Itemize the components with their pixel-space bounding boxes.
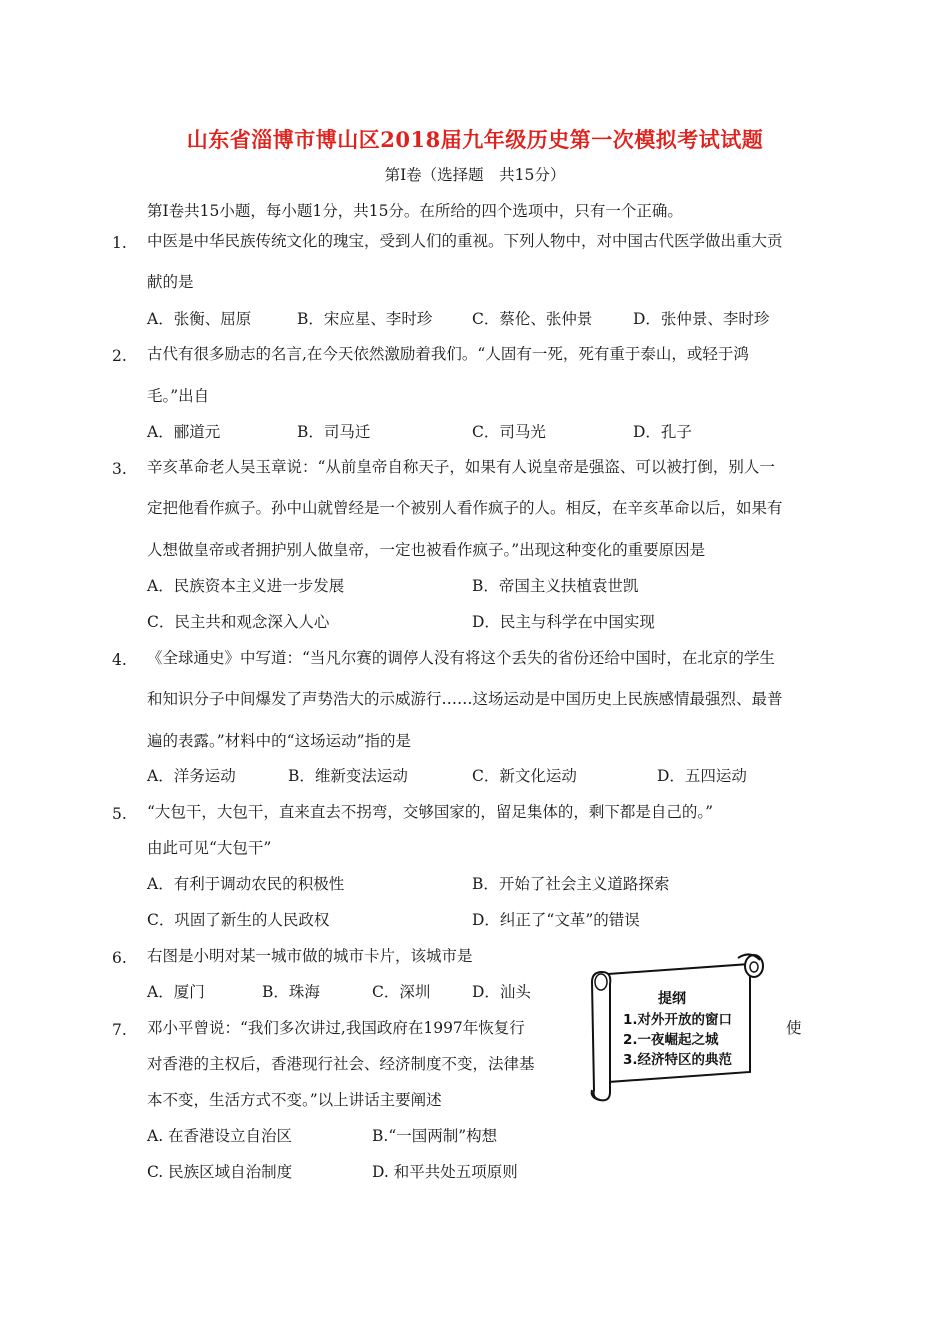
option: B.“一国两制”构想	[372, 1127, 498, 1145]
question-text: 献的是	[147, 273, 194, 291]
question-text: 古代有很多励志的名言,在今天依然激励着我们。“人固有一死，死有重于泰山，或轻于鸿	[147, 345, 749, 363]
city-card-item: 1.对外开放的窗口	[623, 1012, 733, 1028]
city-card-heading: 提纲	[658, 991, 686, 1007]
option: B．珠海	[262, 983, 320, 1001]
option: D．汕头	[472, 983, 531, 1001]
question-number: 6.	[112, 949, 127, 967]
option: D. 和平共处五项原则	[372, 1163, 518, 1181]
question-text: 中医是中华民族传统文化的瑰宝，受到人们的重视。下列人物中，对中国古代医学做出重大贡	[147, 232, 783, 250]
option: C．巩固了新生的人民政权	[147, 911, 330, 929]
option: D．五四运动	[657, 767, 747, 785]
option: C．民主共和观念深入人心	[147, 613, 330, 631]
question-number: 3.	[112, 460, 127, 478]
question-text: 人想做皇帝或者拥护别人做皇帝，一定也被看作疯子。”出现这种变化的重要原因是	[147, 541, 706, 559]
question-text: 和知识分子中间爆发了声势浩大的示威游行……这场运动是中国历史上民族感情最强烈、最普	[147, 690, 783, 708]
question-text-fragment: 使	[786, 1019, 802, 1037]
question-text: 对香港的主权后，香港现行社会、经济制度不变，法律基	[147, 1055, 535, 1073]
question-text: “大包干，大包干，直来直去不拐弯，交够国家的，留足集体的，剩下都是自己的。”	[147, 803, 714, 821]
question-text: 右图是小明对某一城市做的城市卡片，该城市是	[147, 947, 473, 965]
option: A．郦道元	[147, 423, 221, 441]
section-subtitle: 第Ⅰ卷（选择题 共15分）	[384, 166, 566, 184]
question-text: 遍的表露。”材料中的“这场运动”指的是	[147, 732, 412, 750]
option: C．新文化运动	[472, 767, 577, 785]
question-number: 7.	[112, 1021, 127, 1039]
question-number: 1.	[112, 234, 127, 252]
option: A．洋务运动	[147, 767, 236, 785]
option: D．孔子	[633, 423, 692, 441]
page-title: 山东省淄博市博山区2018届九年级历史第一次模拟考试试题	[186, 127, 764, 152]
question-text: 本不变，生活方式不变。”以上讲话主要阐述	[147, 1091, 442, 1109]
option: D．民主与科学在中国实现	[472, 613, 655, 631]
city-card-item: 3.经济特区的典范	[623, 1052, 733, 1068]
option: C. 民族区域自治制度	[147, 1163, 293, 1181]
option: B．帝国主义扶植袁世凯	[472, 577, 639, 595]
instructions: 第Ⅰ卷共15小题，每小题1分，共15分。在所给的四个选项中，只有一个正确。	[147, 202, 683, 220]
question-text: 邓小平曾说：“我们多次讲过,我国政府在1997年恢复行	[147, 1019, 525, 1037]
option: C．深圳	[372, 983, 431, 1001]
option: B．宋应星、李时珍	[297, 310, 433, 328]
question-text: 《全球通史》中写道：“当凡尔赛的调停人没有将这个丢失的省份还给中国时，在北京的学生	[147, 649, 775, 667]
option: C．蔡伦、张仲景	[472, 310, 593, 328]
question-number: 5.	[112, 805, 127, 823]
option: B．开始了社会主义道路探索	[472, 875, 670, 893]
option: A. 在香港设立自治区	[147, 1127, 293, 1145]
option: D．张仲景、李时珍	[633, 310, 770, 328]
city-card-scroll	[588, 952, 770, 1102]
question-text: 毛。”出自	[147, 387, 210, 405]
option: C．司马光	[472, 423, 546, 441]
option: B．司马迁	[297, 423, 371, 441]
option: A．民族资本主义进一步发展	[147, 577, 345, 595]
question-number: 4.	[112, 651, 127, 669]
option: A．厦门	[147, 983, 205, 1001]
question-text: 由此可见“大包干”	[147, 839, 272, 857]
option: A．有利于调动农民的积极性	[147, 875, 345, 893]
option: A．张衡、屈原	[147, 310, 252, 328]
question-number: 2.	[112, 347, 127, 365]
question-text: 辛亥革命老人吴玉章说：“从前皇帝自称天子，如果有人说皇帝是强盗、可以被打倒，别人一	[147, 458, 775, 476]
city-card-item: 2.一夜崛起之城	[623, 1032, 719, 1048]
option: D．纠正了“文革”的错误	[472, 911, 640, 929]
option: B．维新变法运动	[288, 767, 408, 785]
question-text: 定把他看作疯子。孙中山就曾经是一个被别人看作疯子的人。相反，在辛亥革命以后，如果有	[147, 499, 783, 517]
